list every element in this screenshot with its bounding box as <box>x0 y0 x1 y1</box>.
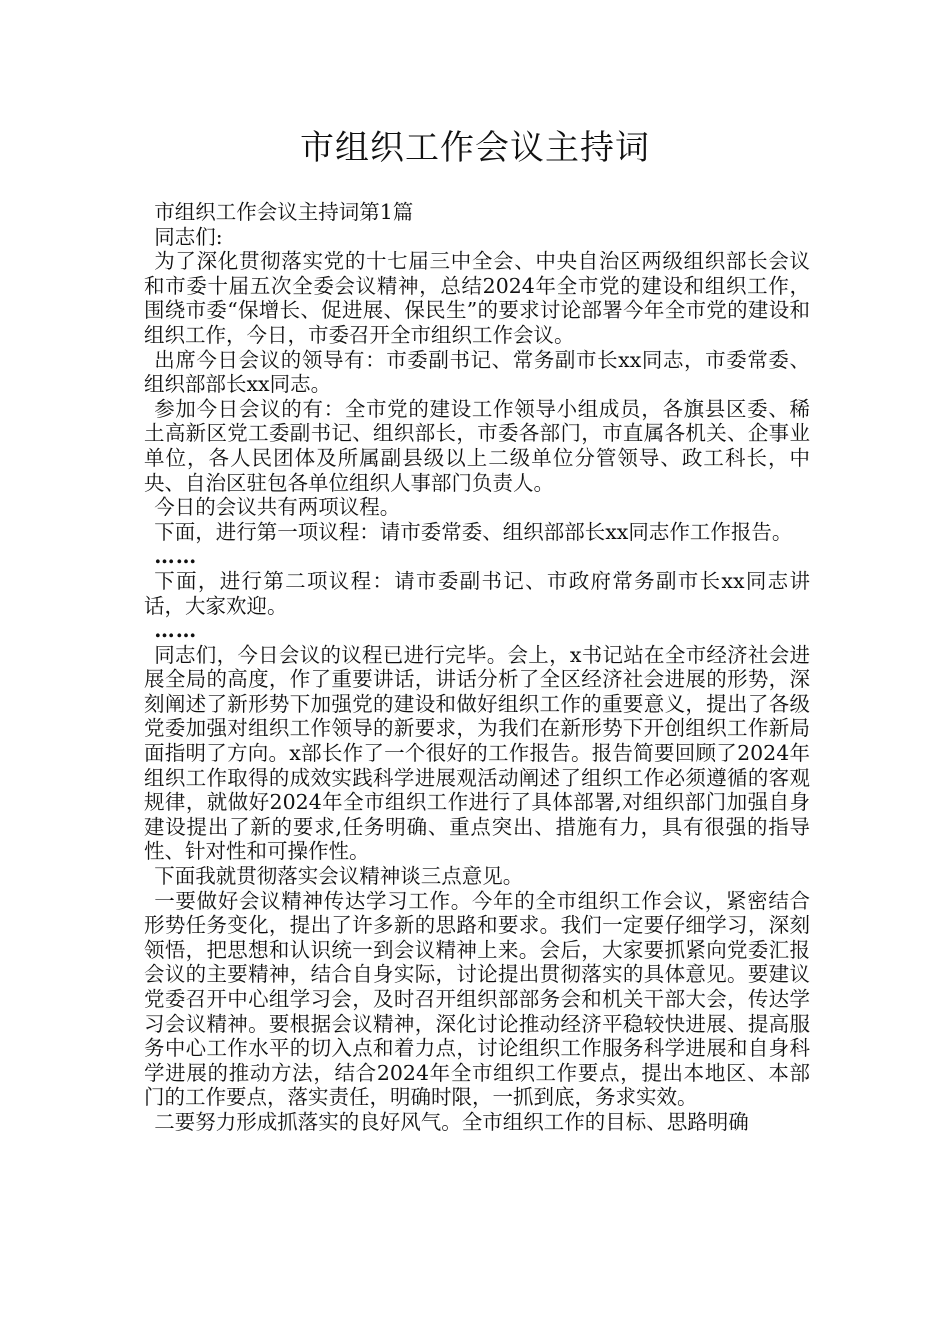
body-paragraph: 市组织工作会议主持词第1篇 <box>154 200 414 224</box>
body-paragraph: 一要做好会议精神传达学习工作。今年的全市组织工作会议，紧密结合形势任务变化，提出了许多新的思路和要求。我们一定要仔细学习，深刻领悟，把思想和认识统一到会议精神上来。会后，大家要抓紧向党委汇报会议的主要精神，结合自身实际，讨论提出贯彻落实的具体意见。要建议党委召开中心组学习会，及时召开组织部部务会和机关干部大会，传达学习会议精神。要根据会议精神，深化讨论推动经济平稳较快进展、提高服务中心工作水平的切入点和着力点，讨论组织工作服务科学进展和自身科学进展的推动方法，结合2024年全市组织工作要点，提出本地区、本部门的工作要点，落实责任，明确时限，一抓到底，务求实效。 <box>144 888 810 1110</box>
document-title: 市组织工作会议主持词 <box>300 128 650 168</box>
ellipsis-marker: …… <box>154 544 198 569</box>
body-paragraph: 下面，进行第二项议程：请市委副书记、市政府常务副市长xx同志讲话，大家欢迎。 <box>144 568 810 618</box>
ellipsis-marker: …… <box>154 618 198 643</box>
document-body <box>144 200 810 1135</box>
body-paragraph: 参加今日会议的有：全市党的建设工作领导小组成员，各旗县区委、稀土高新区党工委副书记、组织部长，市委各部门，市直属各机关、企事业单位，各人民团体及所属副县级以上二级单位分管领导、政工科长，中央、自治区驻包各单位组织人事部门负责人。 <box>144 396 810 495</box>
body-paragraph: 为了深化贯彻落实党的十七届三中全会、中央自治区两级组织部长会议和市委十届五次全委会议精神，总结2024年全市党的建设和组织工作，围绕市委“保增长、促进展、保民生”的要求讨论部署今年全市党的建设和组织工作，今日，市委召开全市组织工作会议。 <box>144 249 810 347</box>
body-paragraph: 今日的会议共有两项议程。 <box>154 495 401 520</box>
body-paragraph: 同志们，今日会议的议程已进行完毕。会上，x书记站在全市经济社会进展全局的高度，作了重要讲话，讲话分析了全区经济社会进展的形势，深刻阐述了新形势下加强党的建设和做好组织工作的重要意义，提出了各级党委加强对组织工作领导的新要求，为我们在新形势下开创组织工作新局面指明了方向。x部长作了一个很好的工作报告。报告简要回顾了2024年组织工作取得的成效实践科学进展观活动阐述了组织工作必须遵循的客观规律，就做好2024年全市组织工作进行了具体部署,对组织部门加强自身建设提出了新的要求,任务明确、重点突出、措施有力，具有很强的指导性、针对性和可操作性。 <box>144 642 810 864</box>
body-paragraph: 下面我就贯彻落实会议精神谈三点意见。 <box>154 864 524 889</box>
body-paragraph: 出席今日会议的领导有：市委副书记、常务副市长xx同志，市委常委、组织部部长xx同志。 <box>144 347 810 397</box>
body-paragraph: 同志们: <box>154 224 223 249</box>
body-paragraph: 下面，进行第一项议程：请市委常委、组织部部长xx同志作工作报告。 <box>154 519 793 544</box>
body-paragraph: 二要努力形成抓落实的良好风气。全市组织工作的目标、思路明确 <box>154 1109 749 1134</box>
